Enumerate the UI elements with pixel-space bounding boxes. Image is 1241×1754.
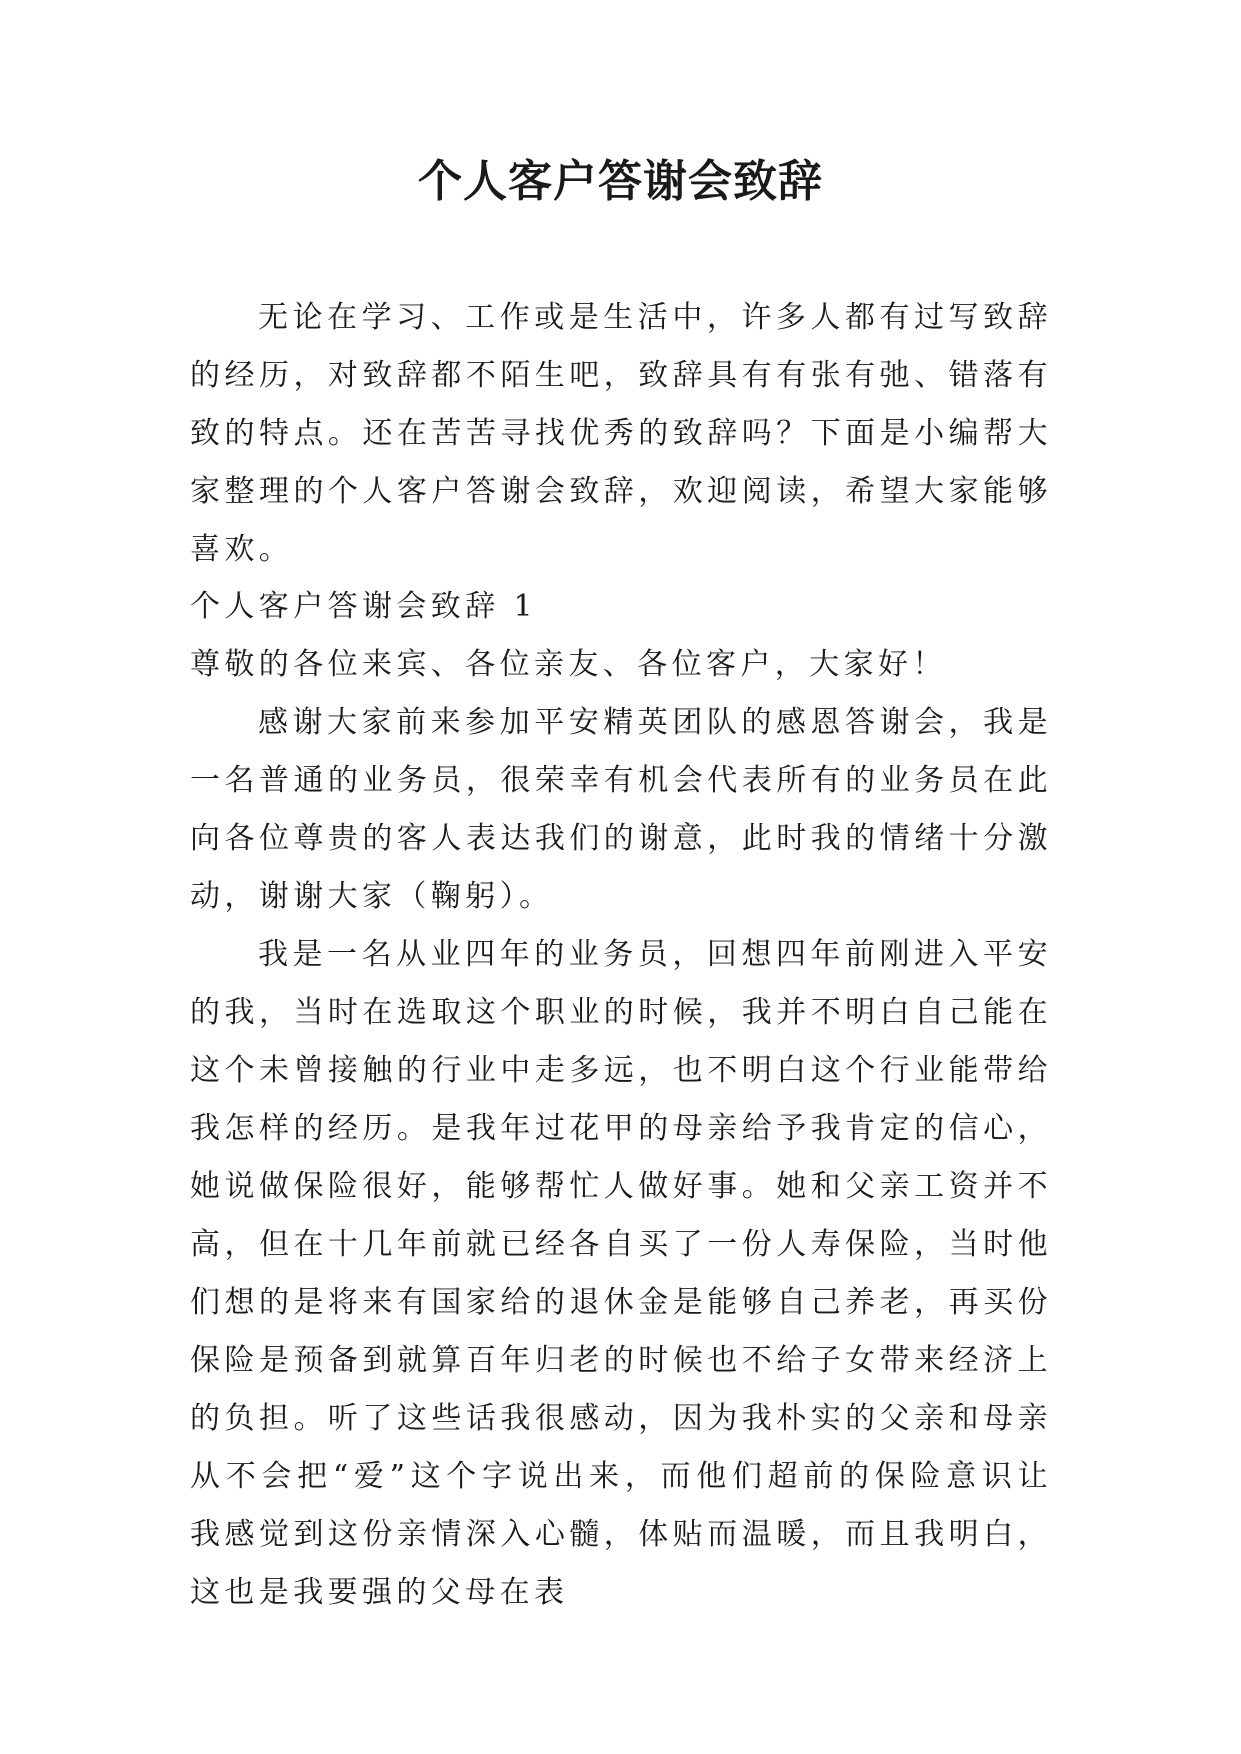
body-paragraph-1: 感谢大家前来参加平安精英团队的感恩答谢会，我是一名普通的业务员，很荣幸有机会代表所有的业务员在此向各位尊贵的客人表达我们的谢意，此时我的情绪十分激动，谢谢大家（鞠躬）。 (190, 705, 1052, 914)
section-heading: 个人客户答谢会致辞 1 (190, 589, 538, 624)
salutation: 尊敬的各位来宾、各位亲友、各位客户，大家好！ (190, 647, 947, 682)
intro-paragraph: 无论在学习、工作或是生活中，许多人都有过写致辞的经历，对致辞都不陌生吧，致辞具有有张有弛、错落有致的特点。还在苦苦寻找优秀的致辞吗？下面是小编帮大家整理的个人客户答谢会致辞，欢迎阅读，希望大家能够喜欢。 (190, 300, 1052, 567)
document-title: 个人客户答谢会致辞 (418, 156, 823, 207)
body-paragraph-2: 我是一名从业四年的业务员，回想四年前刚进入平安的我，当时在选取这个职业的时候，我并不明白自己能在这个未曾接触的行业中走多远，也不明白这个行业能带给我怎样的经历。是我年过花甲的母亲给予我肯定的信心，她说做保险很好，能够帮忙人做好事。她和父亲工资并不高，但在十几年前就已经各自买了一份人寿保险，当时他们想的是将来有国家给的退休金是能够自己养老，再买份保险是预备到就算百年归老的时候也不给子女带来经济上的负担。听了这些话我很感动，因为我朴实的父亲和母亲从不会把“爱”这个字说出来，而他们超前的保险意识让我感觉到这份亲情深入心髓，体贴而温暖，而且我明白，这也是我要强的父母在表 (190, 937, 1052, 1610)
